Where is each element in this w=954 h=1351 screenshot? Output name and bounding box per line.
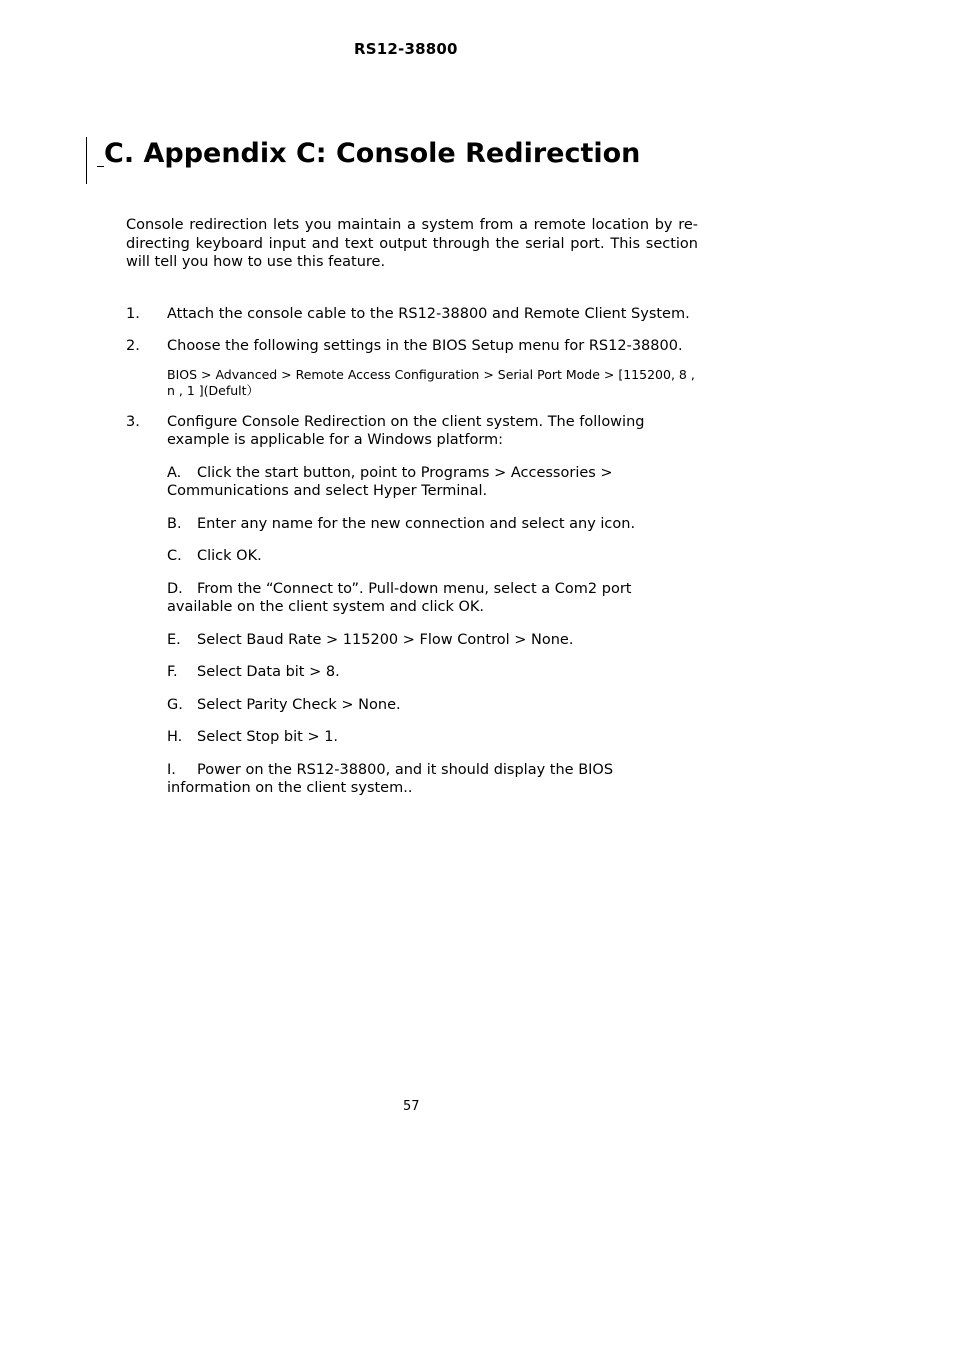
step-text: Choose the following settings in the BIOS Setup menu for RS12-38800. [167,338,683,354]
substep-letter: B. [167,515,182,532]
list-item-substep-g [167,696,698,715]
content-body [126,216,698,826]
bios-setting-path: BIOS > Advanced > Remote Access Configuration > Serial Port Mode > [115200, 8 , n , 1 ](Defult） [167,366,695,398]
page-title: C. Appendix C: Console Redirection [104,138,641,169]
substep-letter: G. [167,696,183,713]
list-item-substep-i [167,761,698,798]
substep-letter: F. [167,664,178,680]
substep-text: Select Data bit > 8. [197,664,340,680]
step-number: 1. [126,305,140,322]
substep-text: Select Stop bit > 1. [197,729,339,745]
substep-letter: E. [167,631,181,648]
step-body [167,337,698,399]
substep-text: Click OK. [197,548,262,564]
substep-letter: A. [167,464,182,481]
list-item-substep-f [167,663,698,682]
title-underscore-mark [97,166,104,167]
list-item-substep-b [167,515,698,534]
substep-letter: I. [167,761,176,778]
step-number: 2. [126,338,140,354]
intro-paragraph: Console redirection lets you maintain a system from a remote location by re-directing keyboard input and text output through the serial port. This section will tell you how to use this feature. [126,217,698,270]
step-text: Configure Console Redirection on the client system. The following example is applicable for a Windows platform: [167,413,645,448]
step-body [167,305,698,324]
substep-text: Click the start button, point to Programs > Accessories > Communications and select Hyper Terminal. [167,464,613,499]
list-item-substep-h [167,728,698,747]
substep-letter: H. [167,729,183,745]
substep-text: Power on the RS12-38800, and it should display the BIOS information on the client system.. [167,761,614,796]
substep-letter: D. [167,580,183,597]
list-item-step-1 [126,305,698,324]
page-header: RS12-38800 [354,40,458,58]
step-body [167,413,698,812]
substep-list [167,464,698,798]
title-change-bar [86,137,87,184]
substep-text: From the “Connect to”. Pull-down menu, select a Com2 port available on the client system and click OK. [167,580,632,615]
step-text: Attach the console cable to the RS12-38800 and Remote Client System. [167,305,690,322]
list-item-substep-a [167,464,698,501]
list-item-substep-c [167,547,698,566]
list-item-step-2 [126,337,698,399]
substep-text: Enter any name for the new connection and select any icon. [197,515,636,532]
page-number: 57 [403,1099,420,1114]
list-item-step-3 [126,413,698,812]
step-number: 3. [126,413,140,430]
list-item-substep-e [167,631,698,650]
substep-text: Select Parity Check > None. [197,696,401,713]
list-item-substep-d [167,580,698,617]
substep-letter: C. [167,548,182,564]
substep-text: Select Baud Rate > 115200 > Flow Control > None. [197,631,574,648]
